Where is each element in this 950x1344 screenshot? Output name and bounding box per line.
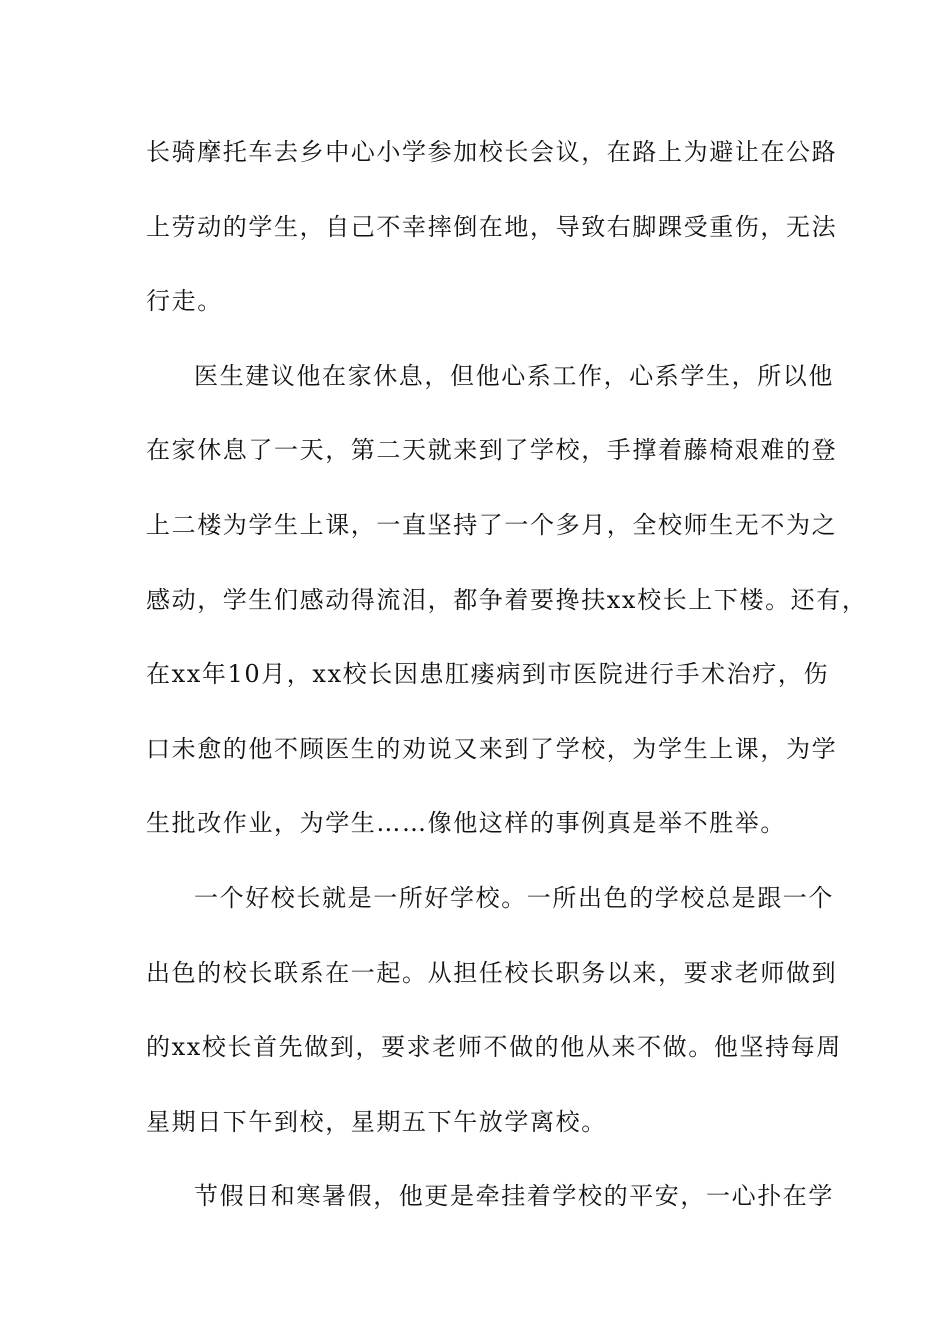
text-line-1: 长骑摩托车去乡中心小学参加校长会议，在路上为避让在公路	[146, 138, 838, 166]
text-line-13: 的xx校长首先做到，要求老师不做的他从来不做。他坚持每周	[146, 1033, 842, 1061]
text-line-8: 在xx年10月，xx校长因患肛瘘病到市医院进行手术治疗，伤	[146, 660, 830, 688]
text-line-10: 生批改作业，为学生……像他这样的事例真是举不胜举。	[146, 809, 786, 837]
paragraph-start-line: 一个好校长就是一所好学校。一所出色的学校总是跟一个	[194, 884, 834, 912]
paragraph-start-line: 医生建议他在家休息，但他心系工作，心系学生，所以他	[194, 362, 834, 390]
paragraph-start-line: 节假日和寒暑假，他更是牵挂着学校的平安，一心扑在学	[194, 1182, 834, 1210]
text-line-2: 上劳动的学生，自己不幸摔倒在地，导致右脚踝受重伤，无法	[146, 213, 838, 241]
text-line-9: 口未愈的他不顾医生的劝说又来到了学校，为学生上课，为学	[146, 735, 838, 763]
text-line-14: 星期日下午到校，星期五下午放学离校。	[146, 1108, 607, 1136]
text-line-5: 在家休息了一天，第二天就来到了学校，手撑着藤椅艰难的登	[146, 436, 838, 464]
text-line-3: 行走。	[146, 287, 223, 315]
text-line-12: 出色的校长联系在一起。从担任校长职务以来，要求老师做到	[146, 959, 838, 987]
text-line-7: 感动，学生们感动得流泪，都争着要搀扶xx校长上下楼。还有，	[146, 586, 868, 614]
text-line-6: 上二楼为学生上课，一直坚持了一个多月，全校师生无不为之	[146, 511, 838, 539]
